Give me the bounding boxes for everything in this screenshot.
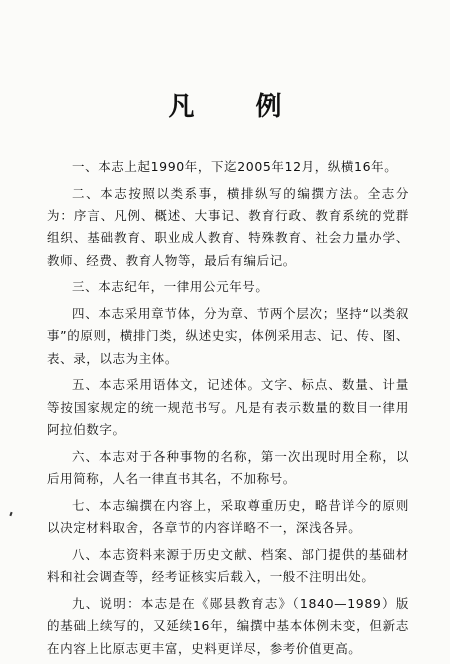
note-paragraph-5: 五、本志采用语体文，记述体。文字、标点、数量、计量等按国家规定的统一规范书写。凡是有表示数量的数目一律用阿拉伯数字。 (47, 377, 409, 438)
note-paragraph-8: 八、本志资料来源于历史文献、档案、部门提供的基础材料和社会调查等，经考证核实后载入，一般不注明出处。 (47, 546, 409, 585)
note-paragraph-9: 九、说明：本志是在《郧县教育志》（1840—1989）版的基础上续写的，又延续16年，编撰中基本体例未变，但新志在内容上比原志更丰富，史料更详尽，参考价值更高。 (47, 595, 409, 656)
note-paragraph-6: 六、本志对于各种事物的名称，第一次出现时用全称，以后用简称，人名一律直书其名，不加称号。 (47, 448, 409, 487)
page-title: 凡 例 (168, 92, 308, 122)
notes-body (47, 156, 409, 664)
note-paragraph-3: 三、本志纪年，一律用公元年号。 (72, 279, 269, 295)
note-paragraph-7: 七、本志编撰在内容上，采取尊重历史，略昔详今的原则以决定材料取舍，各章节的内容详略不一，深浅各异。 (47, 497, 409, 536)
scan-speck (9, 512, 12, 516)
note-paragraph-2: 二、本志按照以类系事，横排纵写的编撰方法。全志分为：序言、凡例、概述、大事记、教育行政、教育系统的党群组织、基础教育、职业成人教育、特殊教育、社会力量办学、教师、经费、教育人物等，最后有编后记。 (47, 185, 409, 268)
note-paragraph-1: 一、本志上起1990年，下迄2005年12月，纵横16年。 (72, 159, 398, 174)
note-paragraph-4: 四、本志采用章节体，分为章、节两个层次；坚持“以类叙事”的原则，横排门类，纵述史实，体例采用志、记、传、图、表、录，以志为主体。 (47, 306, 409, 366)
